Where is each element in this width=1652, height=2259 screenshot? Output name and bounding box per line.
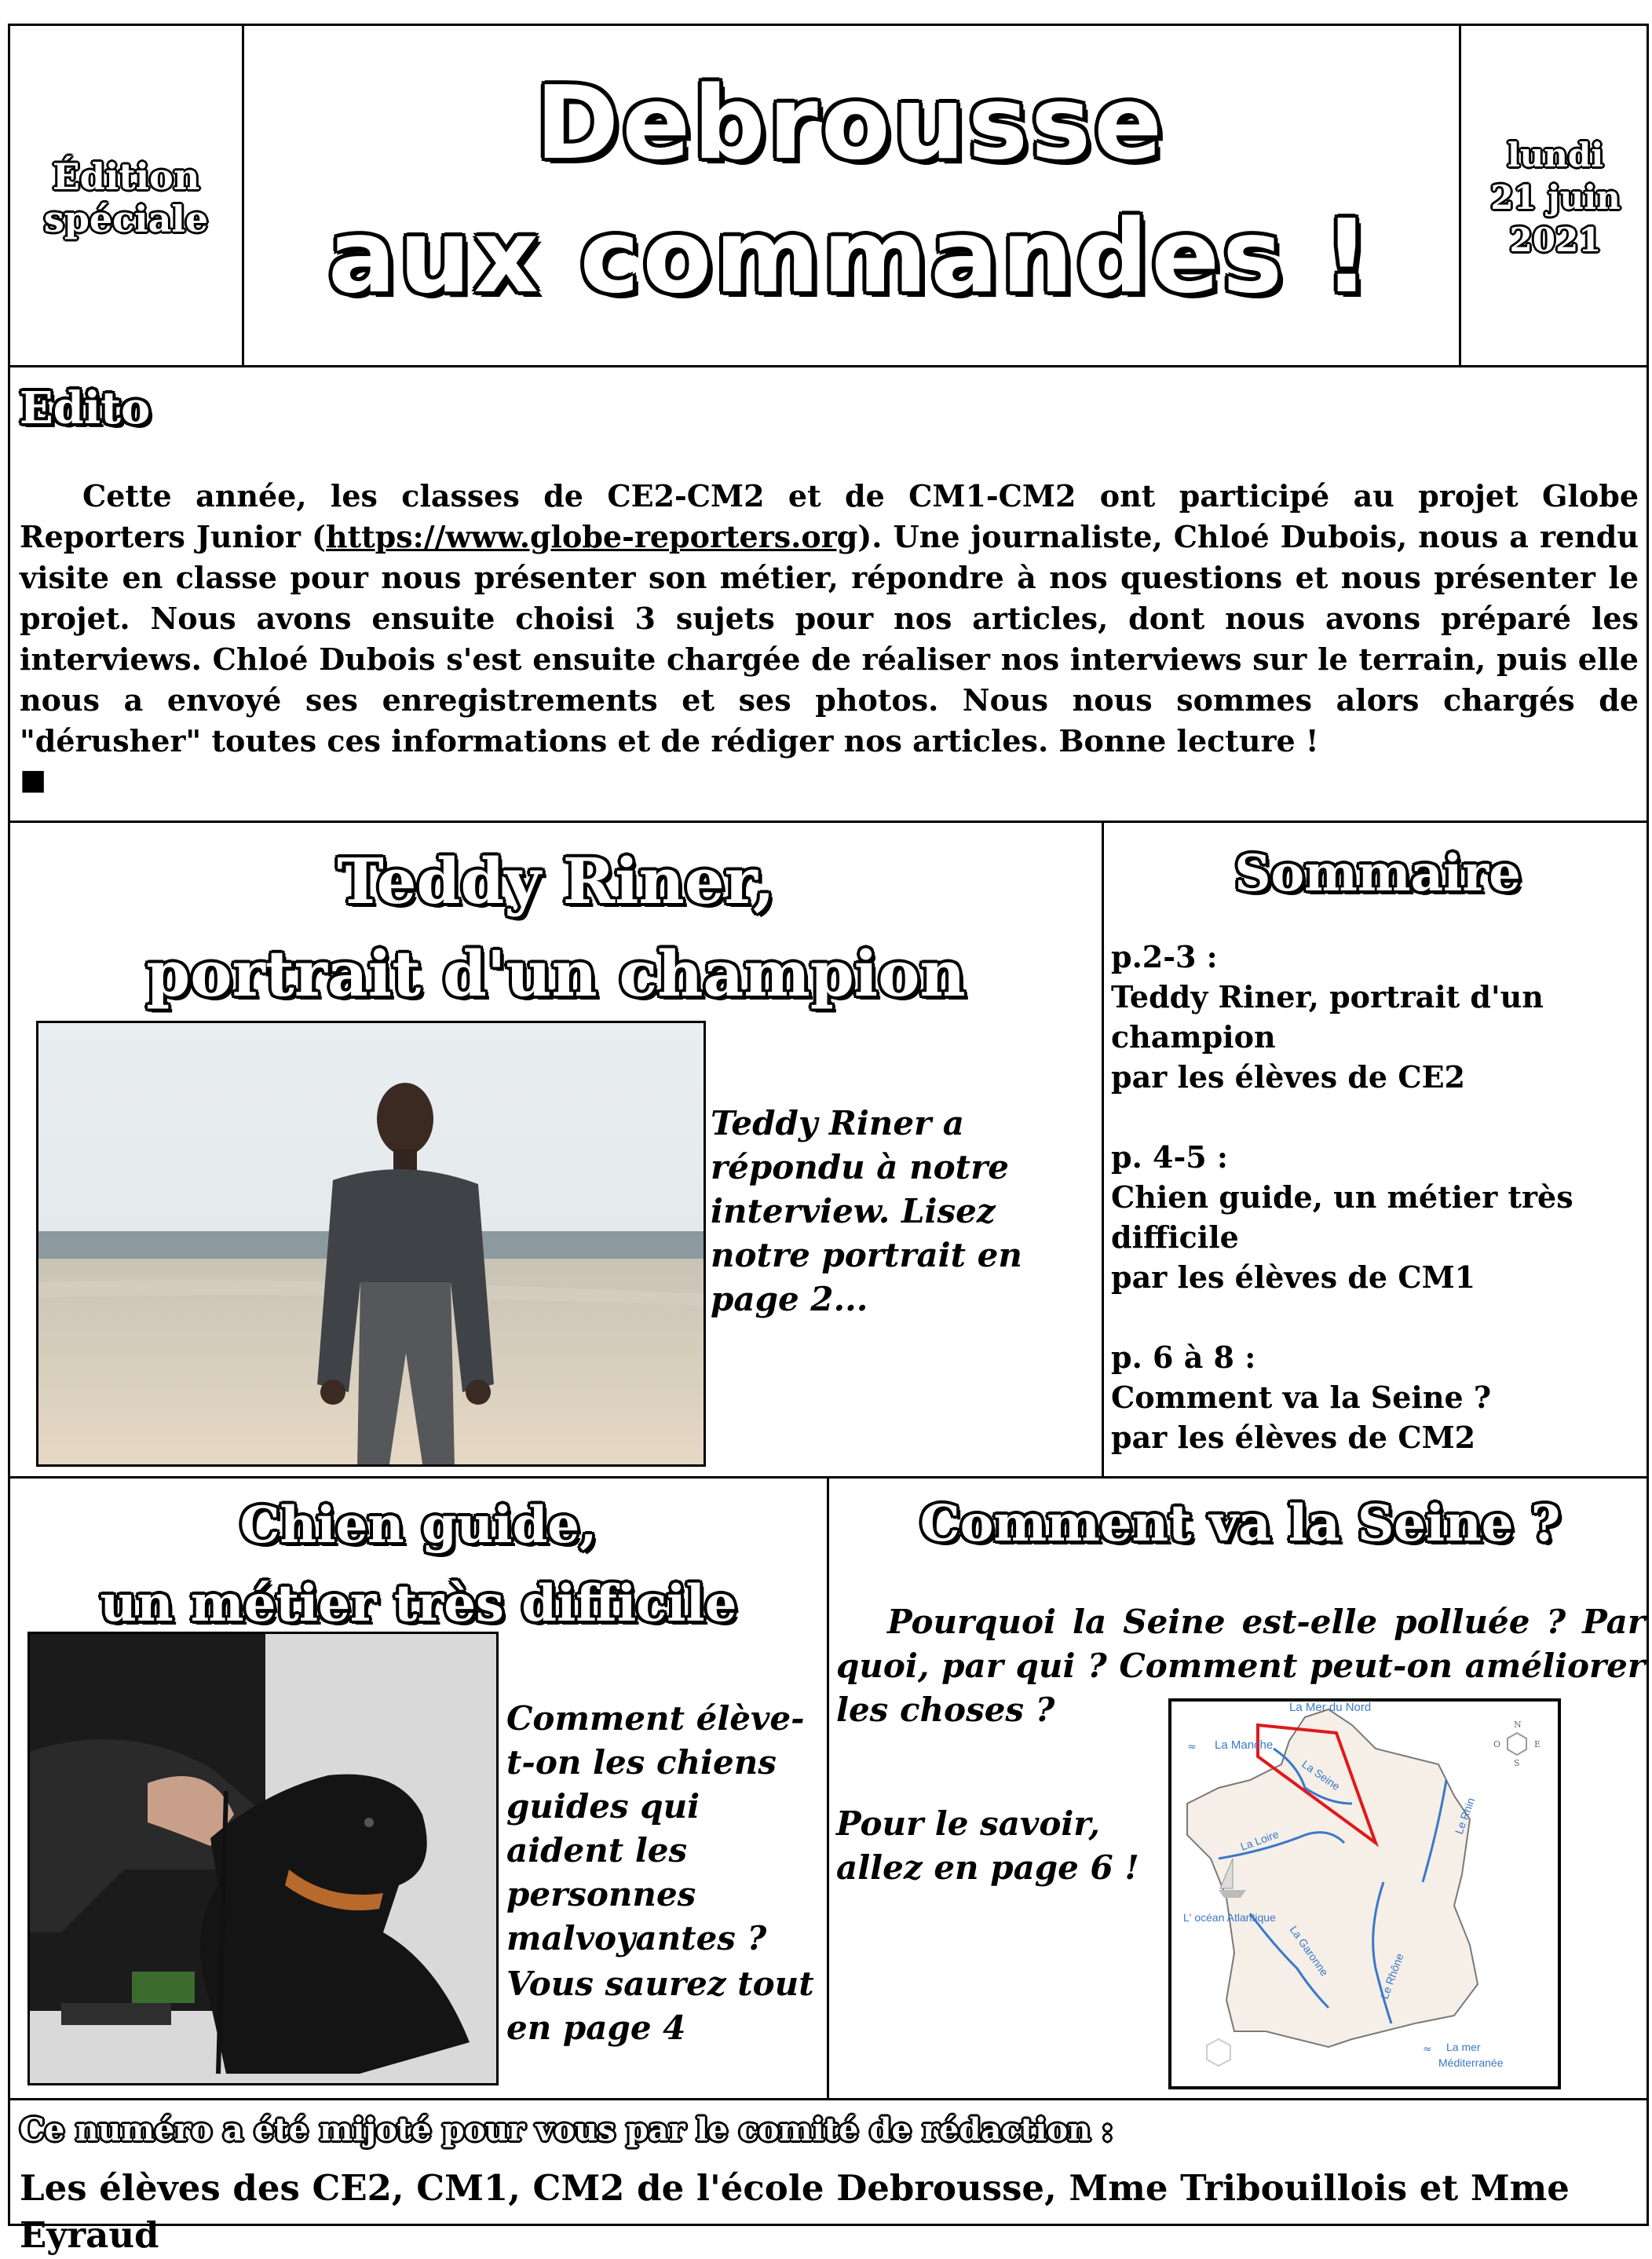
compass-e: E: [1534, 1739, 1541, 1749]
edito-heading: Edito: [20, 382, 151, 434]
header-bottom-rule: [10, 365, 1647, 367]
sommaire-item-title: Chien guide, un métier très difficile: [1111, 1179, 1573, 1255]
sommaire-item[interactable]: [1111, 937, 1645, 1097]
seine-title: Comment va la Seine ?: [919, 1494, 1561, 1553]
label-med-2: Méditerranée: [1438, 2056, 1504, 2069]
chien-title-line-2: un métier très difficile: [100, 1574, 737, 1633]
chien-title: [10, 1486, 827, 1643]
chien-photo: [27, 1632, 499, 2085]
label-channel: La Manche: [1215, 1738, 1274, 1752]
label-rhin: Le Rhin: [1452, 1796, 1478, 1837]
edito-text-1: Cette année, les classes de CE2-CM2 et de CM1-CM2 ont participé au projet Globe Reporters Junior (: [20, 478, 1639, 554]
edito-text-2: ). Une journaliste, Chloé Dubois, nous a rendu visite en classe pour nous présenter son métier, répondre à nos questions et nous présenter le projet. Nous avons ensuite choisi 3 sujets pour nos articles, dont nous avons préparé les interviews. Chloé Dubois s'est ensuite chargée de réaliser nos interviews sur le terrain, puis elle nous a envoyé ses enregistrements et ses photos. Nous nous sommes alors chargés de "dérusher" toutes ces informations et de rédiger nos articles. Bonne lecture !: [20, 519, 1639, 758]
compass-s: S: [1514, 1758, 1520, 1768]
chien-title-line-1: Chien guide,: [239, 1496, 598, 1555]
footer-top-rule: [10, 2098, 1647, 2100]
compass-o: O: [1493, 1739, 1501, 1749]
masthead-title: [242, 57, 1459, 324]
edito-bottom-rule: [10, 821, 1647, 823]
issue-date: [1461, 134, 1650, 261]
sommaire-item-pages: p. 6 à 8 :: [1111, 1340, 1256, 1375]
sommaire-item-title: Teddy Riner, portrait d'un champion: [1111, 979, 1544, 1055]
sommaire-list: [1111, 937, 1645, 1457]
sommaire-item-pages: p.2-3 :: [1111, 939, 1218, 974]
sommaire-heading: Sommaire: [1234, 844, 1521, 903]
date-day: lundi: [1507, 136, 1604, 174]
france-map-image: [1171, 1702, 1558, 2086]
edito-end-mark: ■: [20, 764, 47, 796]
sommaire-divider: [1102, 821, 1104, 1476]
date-date: 21 juin: [1490, 178, 1621, 217]
label-rhone: Le Rhône: [1377, 1951, 1406, 2001]
label-med-1: La mer: [1446, 2041, 1481, 2053]
edito-body: [20, 476, 1639, 762]
edition-text: Édition spéciale: [43, 155, 209, 240]
guide-dog-image: [30, 1634, 499, 2085]
label-north-sea: La Mer du Nord: [1289, 1702, 1372, 1714]
sommaire-item-title: Comment va la Seine ?: [1111, 1380, 1492, 1415]
label-ocean: L' océan Atlantique: [1183, 1911, 1276, 1924]
sommaire-item-pages: p. 4-5 :: [1111, 1139, 1228, 1175]
sommaire-item[interactable]: [1111, 1337, 1645, 1457]
chien-teaser-1: Comment élève-t-on les chiens guides qui aident les personnes malvoyantes ?: [506, 1699, 805, 1957]
footer-credits: Les élèves des CE2, CM1, CM2 de l'école Debrousse, Mme Tribouillois et Mme Eyraud: [20, 2167, 1570, 2256]
masthead-line-1: Debrousse: [535, 65, 1166, 182]
seine-teaser: Pour le savoir, allez en page 6 !: [836, 1804, 1139, 1887]
date-year: 2021: [1509, 221, 1602, 259]
sommaire-item-by: par les élèves de CE2: [1111, 1059, 1465, 1095]
badge-icon: [1207, 2039, 1230, 2066]
edito-link[interactable]: https://www.globe-reporters.org: [325, 519, 858, 554]
seine-map: [1168, 1698, 1561, 2089]
label-seine: La Seine: [1299, 1757, 1343, 1793]
teddy-photo: [36, 1021, 706, 1467]
compass-n: N: [1514, 1720, 1522, 1730]
seine-intro: Pourquoi la Seine est-elle polluée ? Par quoi, par qui ? Comment peut-on améliorer les choses ?: [836, 1603, 1645, 1729]
chien-teaser-2: Vous saurez tout en page 4: [506, 1965, 814, 2047]
masthead-line-2: aux commandes !: [327, 199, 1373, 316]
newspaper-page: [8, 24, 1649, 2256]
teddy-beach-image: [38, 1023, 706, 1467]
label-garonne: La Garonne: [1287, 1923, 1332, 1979]
wave-icon: ≈: [1423, 2043, 1432, 2056]
teddy-title-line-1: Teddy Riner,: [337, 844, 775, 918]
sommaire-item-by: par les élèves de CM1: [1111, 1259, 1476, 1295]
footer-heading: Ce numéro a été mijoté pour vous par le comité de rédaction :: [20, 2111, 1113, 2148]
teddy-teaser: Teddy Riner a répondu à notre interview. Lisez notre portrait en page 2...: [711, 1104, 1022, 1318]
edition-label: [10, 155, 242, 240]
teddy-title: [10, 835, 1102, 1020]
wave-icon: ≈: [1187, 1741, 1197, 1753]
label-loire: La Loire: [1238, 1827, 1281, 1853]
sommaire-item[interactable]: [1111, 1137, 1645, 1297]
teddy-title-line-2: portrait d'un champion: [146, 937, 966, 1011]
sommaire-item-by: par les élèves de CM2: [1111, 1420, 1476, 1455]
bottom-divider: [827, 1476, 829, 2098]
